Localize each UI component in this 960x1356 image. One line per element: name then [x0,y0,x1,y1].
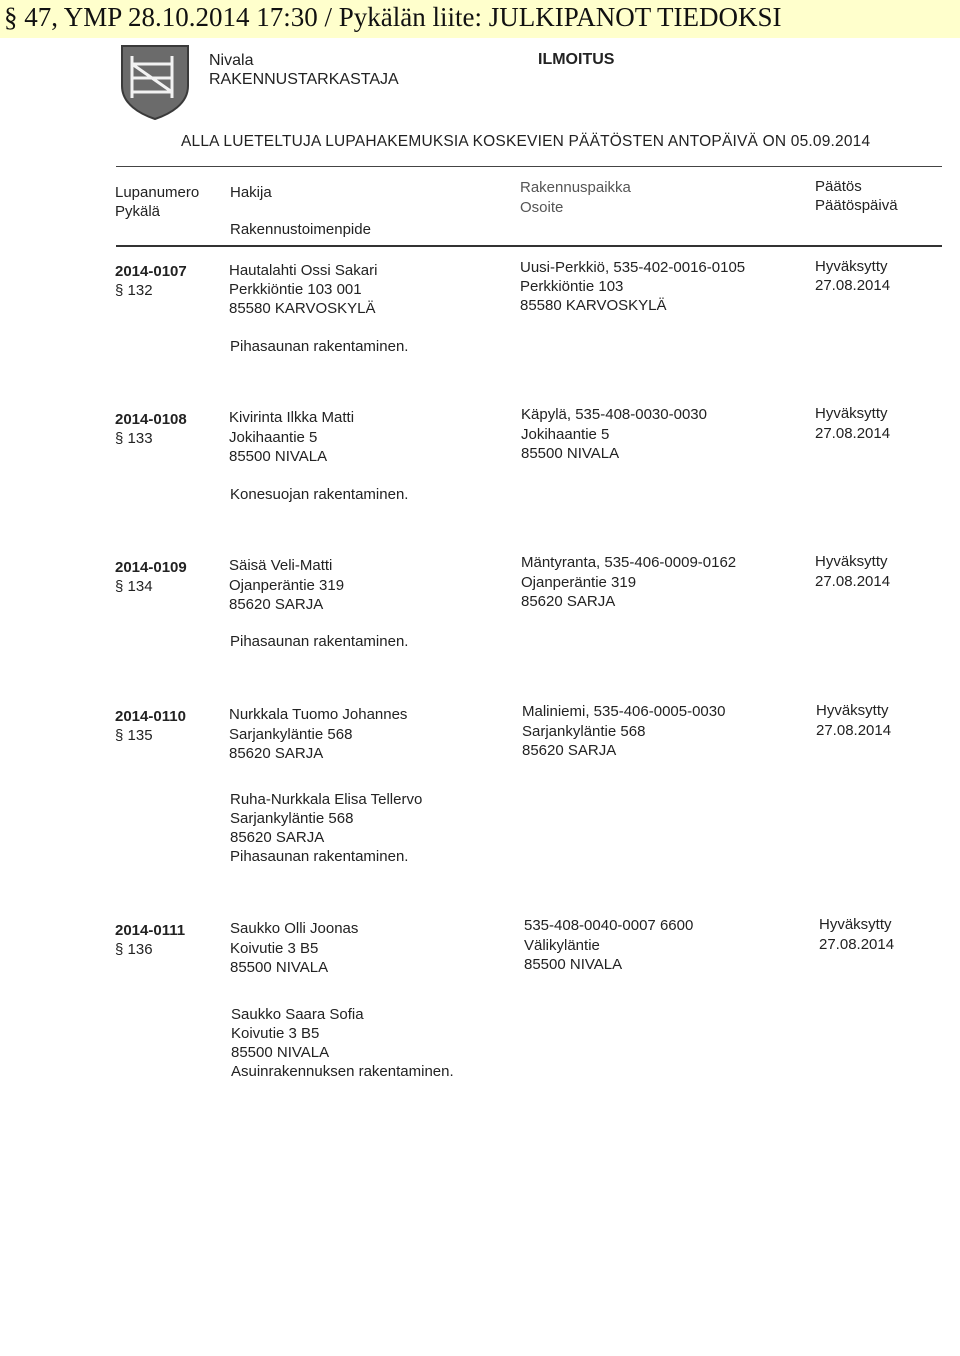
site-postal: 85580 KARVOSKYLÄ [520,297,667,314]
applicant-name: Saukko Olli Joonas [230,920,359,937]
site-name: Käpylä, 535-408-0030-0030 [521,406,707,423]
section-number: § 133 [115,430,153,447]
site-address: Perkkiöntie 103 [520,278,624,295]
applicant-postal: 85500 NIVALA [230,959,329,976]
applicant-name: Kivirinta Ilkka Matti [229,409,355,426]
site-address: Jokihaantie 5 [521,426,610,443]
applicant-address: Ojanperäntie 319 [229,577,345,594]
permit-number: 2014-0108 [115,411,187,428]
work-description: Konesuojan rakentaminen. [230,486,409,503]
header-paatos: Päätös [815,178,862,195]
site-postal: 85620 SARJA [522,742,617,759]
co-applicant-name: Saukko Saara Sofia [231,1006,364,1023]
decision-status: Hyväksytty [819,916,892,933]
work-description: Pihasaunan rakentaminen. [230,338,409,355]
work-description: Pihasaunan rakentaminen. [230,633,409,650]
decision-status: Hyväksytty [816,702,889,719]
applicant-postal: 85580 KARVOSKYLÄ [229,300,376,317]
co-applicant-address: Sarjankyläntie 568 [230,810,354,827]
header-top-divider [116,166,942,167]
permit-number: 2014-0111 [115,922,186,939]
site-postal: 85620 SARJA [521,593,616,610]
banner-text: § 47, YMP 28.10.2014 17:30 / Pykälän liite: JULKIPANOT TIEDOKSI [4,2,782,32]
site-name: Maliniemi, 535-406-0005-0030 [522,703,726,720]
header-paatospaiva: Päätöspäivä [815,197,898,214]
site-name: Mäntyranta, 535-406-0009-0162 [521,554,737,571]
decision-date: 27.08.2014 [819,936,895,953]
permit-number: 2014-0109 [115,559,187,576]
site-address: Ojanperäntie 319 [521,574,637,591]
decision-status: Hyväksytty [815,405,888,422]
co-applicant-postal: 85620 SARJA [230,829,325,846]
header-rakennuspaikka: Rakennuspaikka [520,179,631,196]
decision-status: Hyväksytty [815,553,888,570]
decision-date: 27.08.2014 [815,425,891,442]
applicant-address: Sarjankyläntie 568 [229,726,353,743]
co-applicant-name: Ruha-Nurkkala Elisa Tellervo [230,791,423,808]
applicant-name: Hautalahti Ossi Sakari [229,262,378,279]
decision-date-subtitle: ALLA LUETELTUJA LUPAHAKEMUKSIA KOSKEVIEN PÄÄTÖSTEN ANTOPÄIVÄ ON 05.09.2014 [181,133,871,150]
site-address: Välikyläntie [524,937,600,954]
municipal-coat-of-arms-icon [118,42,192,120]
section-number: § 135 [115,727,153,744]
applicant-address: Jokihaantie 5 [229,429,318,446]
page-banner [0,0,960,38]
office-name: RAKENNUSTARKASTAJA [209,71,399,88]
applicant-postal: 85620 SARJA [229,596,324,613]
municipality-name: Nivala [209,52,254,69]
co-applicant-address: Koivutie 3 B5 [231,1025,320,1042]
permit-number: 2014-0107 [115,263,187,280]
header-pykala: Pykälä [115,203,161,220]
decision-date: 27.08.2014 [816,722,892,739]
applicant-name: Säisä Veli-Matti [229,557,333,574]
header-lupanumero: Lupanumero [115,184,200,201]
section-number: § 136 [115,941,153,958]
header-hakija: Hakija [230,184,272,201]
header-rakennustoimenpide: Rakennustoimenpide [230,221,371,238]
site-postal: 85500 NIVALA [521,445,620,462]
work-description: Asuinrakennuksen rakentaminen. [231,1063,454,1080]
header-bottom-divider [116,245,942,247]
site-name: Uusi-Perkkiö, 535-402-0016-0105 [520,259,746,276]
section-number: § 132 [115,282,153,299]
work-description: Pihasaunan rakentaminen. [230,848,409,865]
decision-date: 27.08.2014 [815,277,891,294]
site-postal: 85500 NIVALA [524,956,623,973]
co-applicant-postal: 85500 NIVALA [231,1044,330,1061]
site-address: Sarjankyläntie 568 [522,723,646,740]
applicant-name: Nurkkala Tuomo Johannes [229,706,408,723]
applicant-postal: 85500 NIVALA [229,448,328,465]
permit-number: 2014-0110 [115,708,186,725]
applicant-postal: 85620 SARJA [229,745,324,762]
decision-date: 27.08.2014 [815,573,891,590]
applicant-address: Koivutie 3 B5 [230,940,319,957]
section-number: § 134 [115,578,153,595]
header-osoite: Osoite [520,199,564,216]
applicant-address: Perkkiöntie 103 001 [229,281,362,298]
notice-title: ILMOITUS [538,51,615,68]
decision-status: Hyväksytty [815,258,888,275]
site-name: 535-408-0040-0007 6600 [524,917,694,934]
